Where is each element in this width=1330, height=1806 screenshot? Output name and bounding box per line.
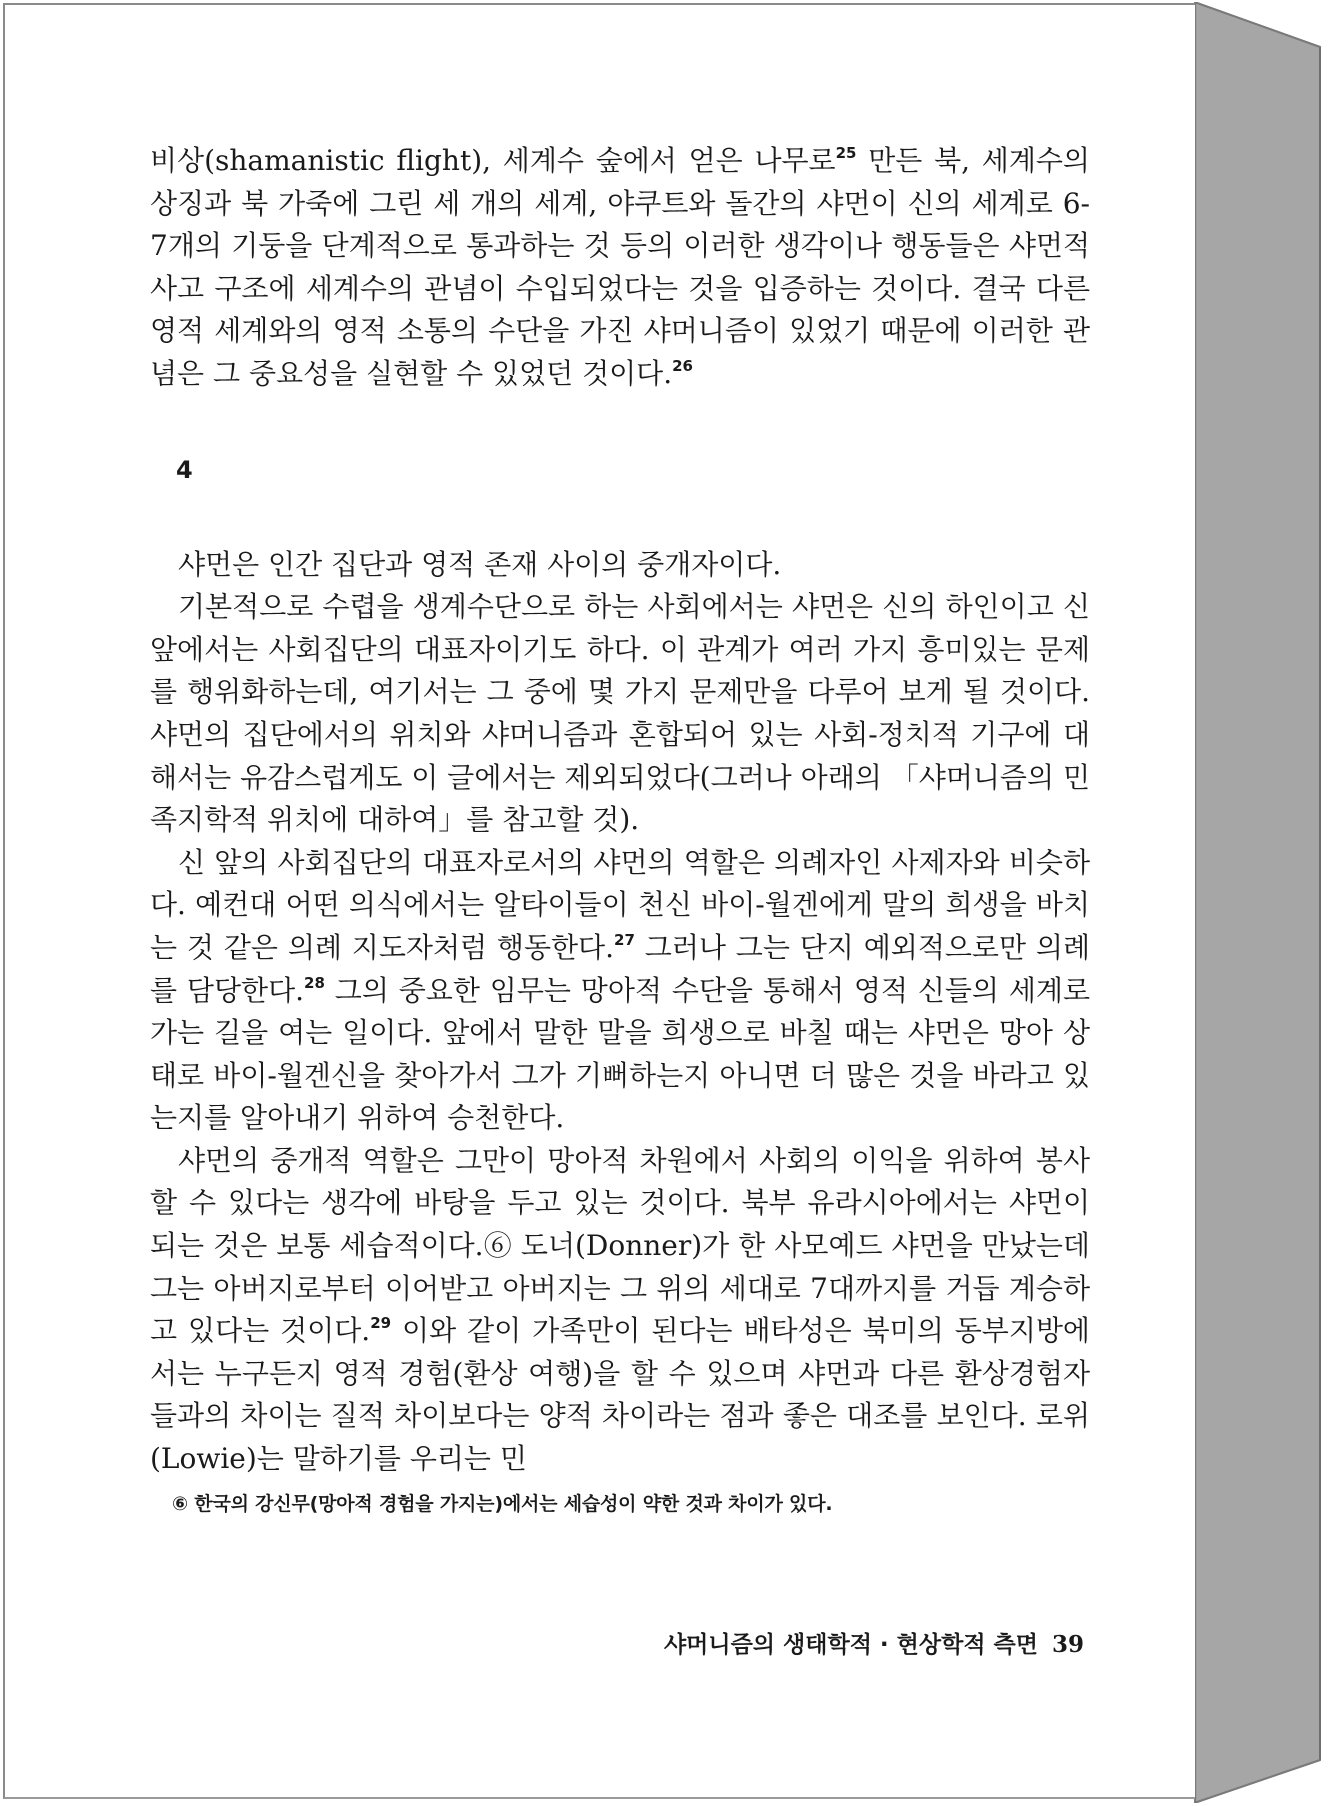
section-number: 4: [176, 455, 193, 484]
text-run: 이와 같이 가족만이 된다는 배타성은 북미의 동부지방에서는 누구든지 영적 경험(환상 여행)을 할 수 있으며 샤먼과 다른 환상경험자들과의 차이는 질적 차이보다는 양적 차이라는 점과 좋은 대조를 보인다. 로위(Lowie)는 말하기를 우리는 민: [150, 1314, 1090, 1476]
paragraph: [150, 586, 1090, 842]
page-text-body: [150, 140, 1090, 1516]
footnote-reference: 27: [614, 930, 635, 949]
page-number: 39: [1051, 1631, 1084, 1658]
text-run: 비상(shamanistic flight), 세계수 숲에서 얻은 나무로: [150, 144, 836, 177]
footnote-reference: 29: [370, 1314, 392, 1333]
page-footer: [584, 1626, 1084, 1659]
text-run: 기본적으로 수렵을 생계수단으로 하는 사회에서는 샤먼은 신의 하인이고 신 앞에서는 사회집단의 대표자이기도 하다. 이 관계가 여러 가지 흥미있는 문제를 행위화하는데, 여기서는 그 중에 몇 가지 문제만을 다루어 보게 될 것이다. 샤먼의 집단에서의 위치와 샤머니즘과 혼합되어 있는 사회-정치적 기구에 대해서는 유감스럽게도 이 글에서는 제외되었다(그러나 아래의 「샤머니즘의 민족지학적 위치에 대하여」를 참고할 것).: [150, 590, 1090, 837]
opening-paragraphs: [150, 140, 1090, 396]
running-title: 샤머니즘의 생태학적 · 현상학적 측면: [663, 1632, 1038, 1658]
footnote-reference: 28: [304, 973, 325, 992]
text-run: 신 앞의 사회집단의 대표자로서의 샤먼의 역할은 의례자인 사제자와 비슷하다. 예컨대 어떤 의식에서는 알타이들이 천신 바이-월겐에게 말의 희생을 바치는 것 같은 의례 지도자처럼 행동한다.: [150, 845, 1090, 964]
paragraph: [150, 544, 1090, 587]
text-run: 도너(Donner)가 한 사모예드 샤먼을 만났는데 그는 아버지로부터 이어받고 아버지는 그 위의 세대로 7대까지를 거듭 계승하고 있다는 것이다.: [150, 1229, 1090, 1348]
text-run: 그의 중요한 임무는 망아적 수단을 통해서 영적 신들의 세계로 가는 길을 여는 일이다. 앞에서 말한 말을 희생으로 바칠 때는 샤먼은 망아 상태로 바이-월겐신을 찾아가서 그가 기뻐하는지 아니면 더 많은 것을 바라고 있는지를 알아내기 위하여 승천한다.: [150, 973, 1091, 1135]
footnote-reference: 25: [835, 144, 857, 162]
paragraph: [150, 140, 1090, 396]
text-run: 샤먼은 인간 집단과 영적 존재 사이의 중개자이다.: [178, 547, 782, 581]
text-run: ⑥: [483, 1229, 512, 1263]
footnote-reference: 26: [672, 356, 693, 375]
text-run: 그러나 그는 단지 예외적으로만 의례를 담당한다.: [150, 930, 1090, 1007]
paragraph: [150, 1140, 1090, 1481]
footnote: ⑥ 한국의 강신무(망아적 경험을 가지는)에서는 세습성이 약한 것과 차이가 있다.: [172, 1492, 833, 1515]
paragraph: [150, 842, 1090, 1140]
section-paragraphs: [150, 544, 1090, 1481]
text-run: 만든 북, 세계수의 상징과 북 가죽에 그린 세 개의 세계, 야쿠트와 돌간의 샤먼이 신의 세계로 6-7개의 기둥을 단계적으로 통과하는 것 등의 이러한 생각이나 행동들은 샤먼적 사고 구조에 세계수의 관념이 수입되었다는 것을 입증하는 것이다. 결국 다른 영적 세계와의 영적 소통의 수단을 가진 샤머니즘이 있었기 때문에 이러한 관념은 그 중요성을 실현할 수 있었던 것이다.: [150, 144, 1090, 390]
text-run: 샤먼의 중개적 역할은 그만이 망아적 차원에서 사회의 이익을 위하여 봉사할 수 있다는 생각에 바탕을 두고 있는 것이다. 북부 유라시아에서는 샤먼이 되는 것은 보통 세습적이다.: [150, 1143, 1091, 1263]
